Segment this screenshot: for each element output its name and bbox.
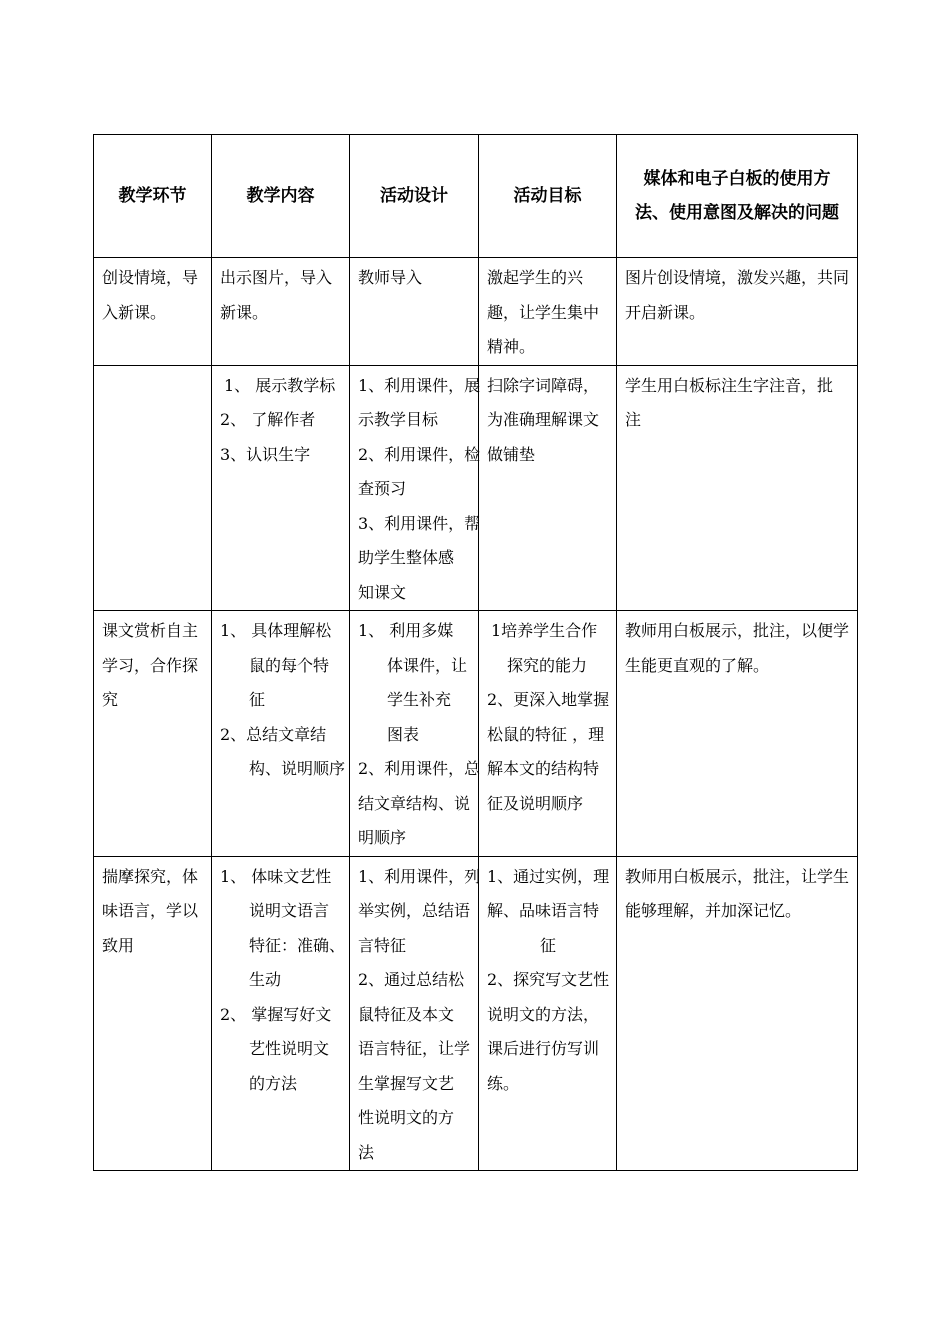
cell-line: 揣摩探究，体 — [102, 866, 199, 886]
header-media — [617, 135, 858, 258]
header-content: 教学内容 — [212, 135, 350, 258]
cell-line: 2、更深入地掌握 — [487, 690, 610, 709]
stage-cell — [94, 258, 212, 366]
cell-line: 味语言，学以 — [102, 901, 199, 920]
table-row — [94, 258, 858, 366]
cell-line: 1、 展示教学标 — [224, 375, 336, 395]
cell-line: 特征：准确、 — [249, 935, 346, 955]
content-cell — [212, 258, 350, 366]
activity-cell — [350, 856, 479, 1171]
table-row — [94, 365, 858, 611]
cell-line: 3、认识生字 — [220, 444, 311, 464]
stage-cell — [94, 365, 212, 611]
cell-line: 创设情境，导 — [102, 268, 199, 287]
cell-line: 2、 掌握写好文 — [220, 1004, 332, 1024]
cell-line: 图片创设情境，激发兴趣，共同 — [625, 268, 850, 287]
cell-line: 致用 — [102, 935, 135, 955]
activity-cell — [350, 258, 479, 366]
cell-line: 趣，让学生集中 — [487, 302, 600, 322]
cell-line: 教师用白板展示，批注，以便学 — [625, 621, 850, 640]
cell-line: 练。 — [487, 1073, 520, 1093]
cell-line: 课文赏析自主 — [102, 621, 199, 640]
cell-line: 新课。 — [220, 302, 269, 322]
cell-line: 入新课。 — [102, 302, 167, 322]
cell-line: 3、利用课件，帮 — [358, 513, 481, 533]
table-row — [94, 856, 858, 1171]
cell-line: 生动 — [249, 970, 282, 989]
cell-line: 2、利用课件，检 — [358, 444, 481, 464]
cell-line: 激起学生的兴 — [487, 268, 584, 287]
media-cell — [617, 856, 858, 1171]
cell-line: 示教学目标 — [358, 410, 439, 429]
cell-line: 法 — [358, 1142, 375, 1162]
content-cell — [212, 611, 350, 857]
content-cell — [212, 365, 350, 611]
media-cell — [617, 365, 858, 611]
cell-line: 精神。 — [487, 337, 536, 356]
content-cell — [212, 856, 350, 1171]
cell-line: 生能更直观的了解。 — [625, 655, 770, 675]
stage-cell — [94, 856, 212, 1171]
cell-line: 助学生整体感 — [358, 548, 455, 567]
cell-line: 说明文的方法， — [487, 1004, 600, 1024]
cell-line: 1、 体味文艺性 — [220, 866, 332, 886]
lesson-plan-table — [93, 134, 858, 1171]
header-goal: 活动目标 — [479, 135, 617, 258]
cell-line: 出示图片，导入 — [220, 268, 333, 287]
cell-line: 语言特征，让学 — [358, 1039, 471, 1058]
cell-line: 注 — [625, 410, 642, 429]
cell-line: 扫除字词障碍， — [487, 375, 600, 395]
cell-line: 征及说明顺序 — [487, 793, 584, 813]
cell-line: 学习，合作探 — [102, 655, 199, 675]
header-media-line: 法、使用意图及解决的问题 — [635, 203, 839, 223]
header-media-line: 媒体和电子白板的使用方 — [643, 169, 831, 189]
cell-line: 2、 了解作者 — [220, 410, 316, 429]
cell-line: 1培养学生合作 — [491, 621, 598, 640]
cell-line: 为准确理解课文 — [487, 410, 600, 429]
cell-line: 知课文 — [358, 582, 407, 602]
cell-line: 言特征 — [358, 935, 407, 955]
header-row — [94, 135, 858, 258]
cell-line: 生掌握写文艺 — [358, 1073, 455, 1093]
goal-cell — [479, 258, 617, 366]
cell-line: 探究的能力 — [507, 655, 588, 675]
cell-line: 2、探究写文艺性 — [487, 970, 610, 989]
cell-line: 1、 具体理解松 — [220, 621, 332, 640]
cell-line: 能够理解，并加深记忆。 — [625, 901, 802, 920]
cell-line: 查预习 — [358, 479, 407, 498]
goal-cell — [479, 856, 617, 1171]
cell-line: 2、利用课件，总 — [358, 759, 481, 778]
header-activity: 活动设计 — [350, 135, 479, 258]
cell-line: 解本文的结构特 — [487, 759, 600, 778]
cell-line: 1、利用课件，列 — [358, 866, 481, 886]
cell-line: 构、说明顺序 — [249, 759, 346, 778]
cell-line: 教师用白板展示，批注，让学生 — [625, 866, 850, 886]
cell-line: 鼠的每个特 — [249, 655, 330, 675]
cell-line: 明顺序 — [358, 828, 407, 847]
cell-line: 征 — [540, 935, 557, 955]
cell-line: 开启新课。 — [625, 302, 706, 322]
goal-cell — [479, 365, 617, 611]
media-cell — [617, 258, 858, 366]
cell-line: 1、 利用多媒 — [358, 621, 454, 640]
header-stage: 教学环节 — [94, 135, 212, 258]
cell-line: 解、品味语言特 — [487, 901, 600, 920]
cell-line: 学生补充 — [387, 690, 452, 709]
table-row — [94, 611, 858, 857]
cell-line: 1、利用课件，展 — [358, 375, 481, 395]
media-cell — [617, 611, 858, 857]
cell-line: 松鼠的特征 ，理 — [487, 724, 605, 744]
cell-line: 学生用白板标注生字注音，批 — [625, 375, 834, 395]
cell-line: 2、通过总结松 — [358, 970, 465, 989]
cell-line: 征 — [249, 690, 266, 709]
cell-line: 做铺垫 — [487, 444, 536, 464]
cell-line: 艺性说明文 — [249, 1039, 330, 1058]
activity-cell — [350, 611, 479, 857]
activity-cell — [350, 365, 479, 611]
cell-line: 结文章结构、说 — [358, 793, 471, 813]
stage-cell — [94, 611, 212, 857]
cell-line: 性说明文的方 — [358, 1108, 455, 1127]
cell-line: 1、通过实例，理 — [487, 866, 610, 886]
cell-line: 的方法 — [249, 1073, 298, 1093]
cell-line: 教师导入 — [358, 268, 423, 287]
cell-line: 说明文语言 — [249, 901, 330, 920]
cell-line: 究 — [102, 690, 119, 709]
goal-cell — [479, 611, 617, 857]
cell-line: 鼠特征及本文 — [358, 1004, 455, 1024]
cell-line: 图表 — [387, 724, 420, 744]
cell-line: 课后进行仿写训 — [487, 1039, 600, 1058]
cell-line: 举实例，总结语 — [358, 901, 471, 920]
cell-line: 体课件，让 — [387, 655, 468, 675]
cell-line: 2、总结文章结 — [220, 724, 327, 744]
